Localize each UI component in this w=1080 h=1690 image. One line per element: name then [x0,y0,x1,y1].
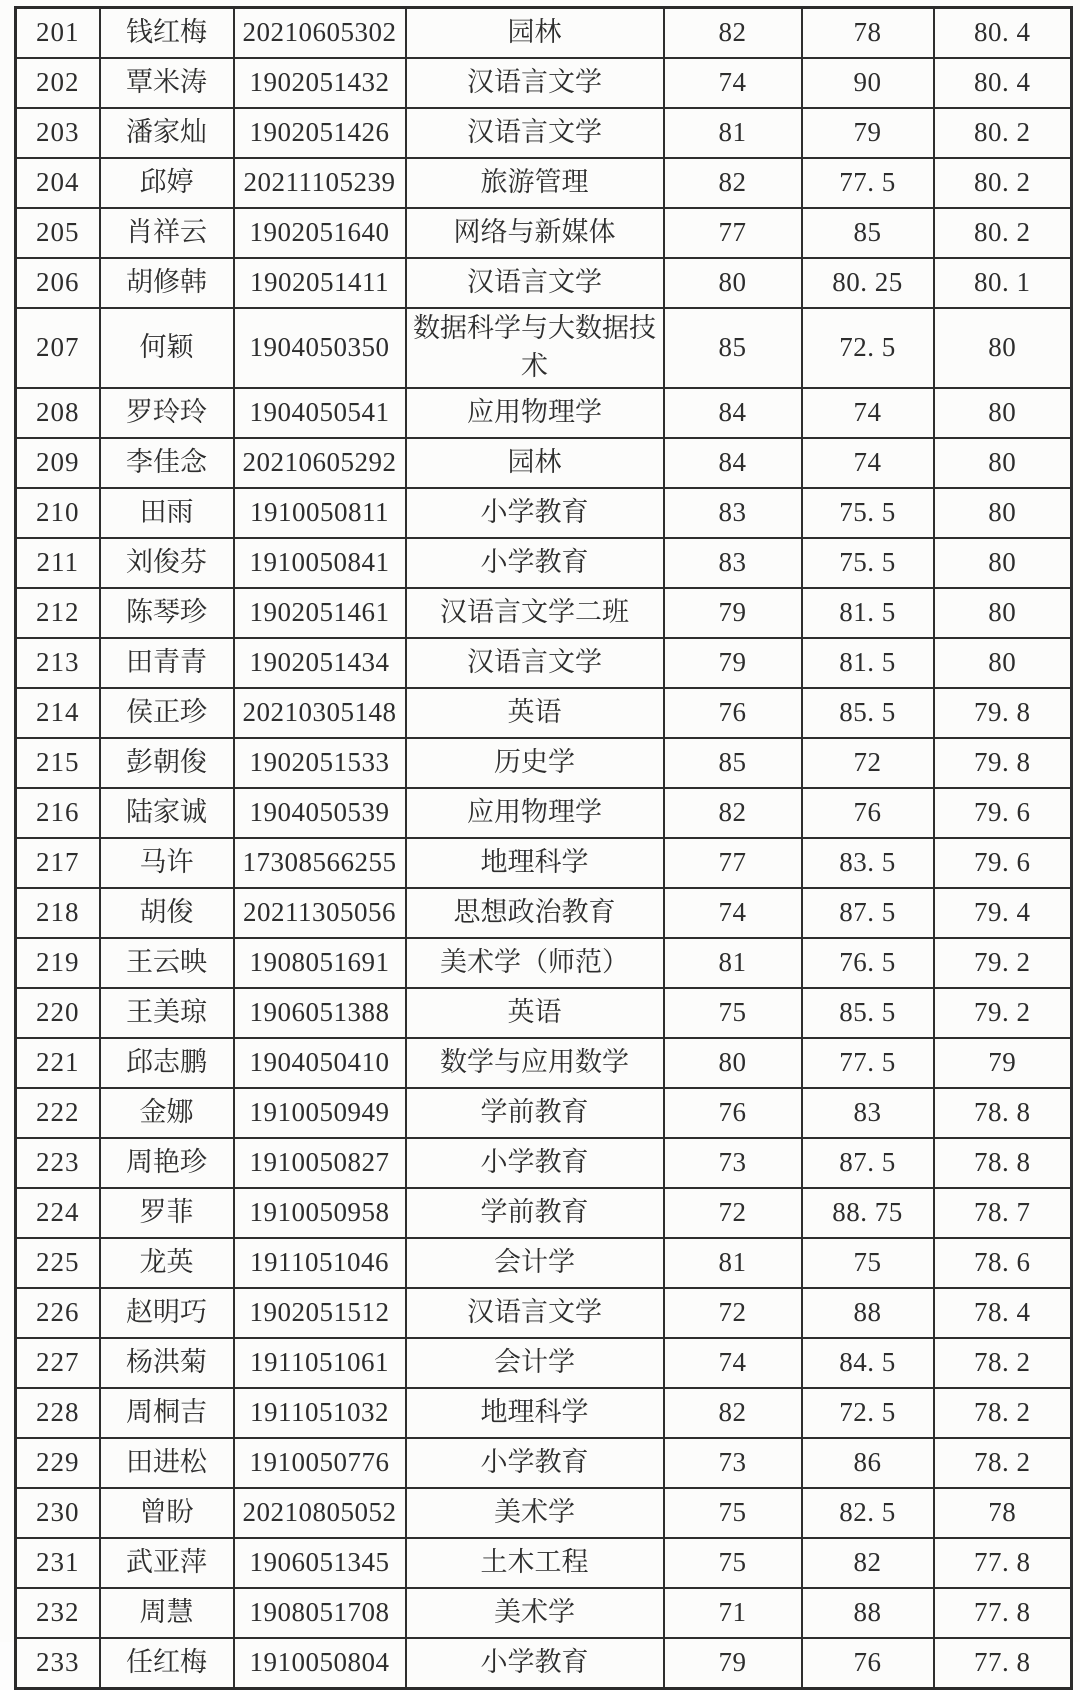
name-cell: 金娜 [100,1088,234,1138]
rank-cell: 225 [16,1238,100,1288]
table-row [16,488,1072,538]
student-id-cell: 1910050804 [234,1638,406,1689]
final-score-cell: 80. 4 [934,58,1072,108]
name-cell: 龙英 [100,1238,234,1288]
score2-cell: 85. 5 [802,688,934,738]
rank-cell: 208 [16,388,100,438]
name-cell: 邱志鹏 [100,1038,234,1088]
major-cell: 土木工程 [406,1538,664,1588]
student-id-cell: 1911051032 [234,1388,406,1438]
table-row [16,1388,1072,1438]
final-score-cell: 80 [934,308,1072,388]
table-row [16,8,1072,59]
name-cell: 邱婷 [100,158,234,208]
score2-cell: 83 [802,1088,934,1138]
major-cell: 会计学 [406,1338,664,1388]
rank-cell: 201 [16,8,100,59]
name-cell: 何颖 [100,308,234,388]
final-score-cell: 78. 2 [934,1338,1072,1388]
table-row [16,1438,1072,1488]
student-id-cell: 1911051061 [234,1338,406,1388]
final-score-cell: 79. 8 [934,738,1072,788]
name-cell: 潘家灿 [100,108,234,158]
student-id-cell: 1910050949 [234,1088,406,1138]
score2-cell: 87. 5 [802,1138,934,1188]
student-id-cell: 1910050827 [234,1138,406,1188]
student-id-cell: 1902051533 [234,738,406,788]
table-row [16,58,1072,108]
name-cell: 王云映 [100,938,234,988]
rank-cell: 213 [16,638,100,688]
major-cell: 历史学 [406,738,664,788]
score2-cell: 78 [802,8,934,59]
student-id-cell: 1904050541 [234,388,406,438]
name-cell: 王美琼 [100,988,234,1038]
score1-cell: 81 [664,1238,802,1288]
score2-cell: 76 [802,788,934,838]
final-score-cell: 80 [934,438,1072,488]
student-id-cell: 1904050410 [234,1038,406,1088]
name-cell: 胡俊 [100,888,234,938]
rank-cell: 214 [16,688,100,738]
name-cell: 田青青 [100,638,234,688]
major-cell: 汉语言文学 [406,58,664,108]
score2-cell: 81. 5 [802,588,934,638]
name-cell: 刘俊芬 [100,538,234,588]
student-id-cell: 1902051512 [234,1288,406,1338]
score1-cell: 75 [664,1538,802,1588]
rank-cell: 202 [16,58,100,108]
score2-cell: 88 [802,1288,934,1338]
rank-cell: 210 [16,488,100,538]
table-row [16,938,1072,988]
final-score-cell: 78. 8 [934,1088,1072,1138]
name-cell: 陆家诚 [100,788,234,838]
score1-cell: 79 [664,1638,802,1689]
final-score-cell: 77. 8 [934,1538,1072,1588]
score2-cell: 74 [802,438,934,488]
table-row [16,988,1072,1038]
final-score-cell: 80 [934,638,1072,688]
student-id-cell: 20211105239 [234,158,406,208]
student-id-cell: 1904050539 [234,788,406,838]
score-table [14,6,1073,1690]
major-cell: 数据科学与大数据技术 [406,308,664,388]
rank-cell: 227 [16,1338,100,1388]
score2-cell: 74 [802,388,934,438]
table-row [16,438,1072,488]
final-score-cell: 80. 2 [934,158,1072,208]
name-cell: 陈琴珍 [100,588,234,638]
score2-cell: 72 [802,738,934,788]
rank-cell: 217 [16,838,100,888]
final-score-cell: 80. 2 [934,208,1072,258]
score1-cell: 71 [664,1588,802,1638]
score2-cell: 75 [802,1238,934,1288]
score1-cell: 81 [664,938,802,988]
student-id-cell: 1906051345 [234,1538,406,1588]
major-cell: 汉语言文学 [406,108,664,158]
final-score-cell: 79. 6 [934,788,1072,838]
rank-cell: 215 [16,738,100,788]
rank-cell: 209 [16,438,100,488]
score2-cell: 88 [802,1588,934,1638]
final-score-cell: 78. 6 [934,1238,1072,1288]
rank-cell: 222 [16,1088,100,1138]
score1-cell: 82 [664,788,802,838]
table-row [16,1638,1072,1689]
score2-cell: 75. 5 [802,488,934,538]
score2-cell: 76. 5 [802,938,934,988]
score1-cell: 73 [664,1438,802,1488]
table-row [16,738,1072,788]
score1-cell: 85 [664,738,802,788]
name-cell: 钱红梅 [100,8,234,59]
score2-cell: 82. 5 [802,1488,934,1538]
score1-cell: 77 [664,208,802,258]
name-cell: 武亚萍 [100,1538,234,1588]
student-id-cell: 17308566255 [234,838,406,888]
score2-cell: 85 [802,208,934,258]
name-cell: 李佳念 [100,438,234,488]
score1-cell: 73 [664,1138,802,1188]
major-cell: 美术学（师范） [406,938,664,988]
score1-cell: 84 [664,388,802,438]
student-id-cell: 1908051708 [234,1588,406,1638]
score2-cell: 83. 5 [802,838,934,888]
student-id-cell: 1902051432 [234,58,406,108]
name-cell: 赵明巧 [100,1288,234,1338]
student-id-cell: 1910050841 [234,538,406,588]
rank-cell: 204 [16,158,100,208]
student-id-cell: 1902051426 [234,108,406,158]
table-row [16,1288,1072,1338]
name-cell: 田雨 [100,488,234,538]
major-cell: 英语 [406,988,664,1038]
rank-cell: 231 [16,1538,100,1588]
final-score-cell: 80 [934,588,1072,638]
score1-cell: 80 [664,258,802,308]
score1-cell: 84 [664,438,802,488]
table-row [16,1238,1072,1288]
rank-cell: 224 [16,1188,100,1238]
major-cell: 小学教育 [406,1638,664,1689]
major-cell: 小学教育 [406,1138,664,1188]
name-cell: 侯正珍 [100,688,234,738]
final-score-cell: 78. 7 [934,1188,1072,1238]
score2-cell: 75. 5 [802,538,934,588]
major-cell: 英语 [406,688,664,738]
final-score-cell: 80. 2 [934,108,1072,158]
score1-cell: 82 [664,8,802,59]
score2-cell: 72. 5 [802,308,934,388]
major-cell: 汉语言文学 [406,258,664,308]
table-row [16,258,1072,308]
final-score-cell: 79. 4 [934,888,1072,938]
student-id-cell: 1902051640 [234,208,406,258]
rank-cell: 205 [16,208,100,258]
major-cell: 应用物理学 [406,388,664,438]
score2-cell: 84. 5 [802,1338,934,1388]
name-cell: 周桐吉 [100,1388,234,1438]
table-row [16,788,1072,838]
table-row [16,1488,1072,1538]
final-score-cell: 80 [934,538,1072,588]
table-row [16,638,1072,688]
name-cell: 罗菲 [100,1188,234,1238]
score2-cell: 85. 5 [802,988,934,1038]
major-cell: 汉语言文学 [406,638,664,688]
rank-cell: 232 [16,1588,100,1638]
score1-cell: 82 [664,158,802,208]
student-id-cell: 1910050811 [234,488,406,538]
major-cell: 应用物理学 [406,788,664,838]
score1-cell: 72 [664,1188,802,1238]
score2-cell: 76 [802,1638,934,1689]
name-cell: 覃米涛 [100,58,234,108]
score1-cell: 74 [664,888,802,938]
major-cell: 数学与应用数学 [406,1038,664,1088]
score1-cell: 81 [664,108,802,158]
rank-cell: 228 [16,1388,100,1438]
student-id-cell: 1902051434 [234,638,406,688]
final-score-cell: 79. 2 [934,938,1072,988]
name-cell: 任红梅 [100,1638,234,1689]
score2-cell: 86 [802,1438,934,1488]
major-cell: 美术学 [406,1488,664,1538]
major-cell: 学前教育 [406,1188,664,1238]
score1-cell: 75 [664,988,802,1038]
rank-cell: 221 [16,1038,100,1088]
name-cell: 曾盼 [100,1488,234,1538]
rank-cell: 233 [16,1638,100,1689]
student-id-cell: 1902051411 [234,258,406,308]
score2-cell: 79 [802,108,934,158]
name-cell: 田进松 [100,1438,234,1488]
score2-cell: 80. 25 [802,258,934,308]
major-cell: 小学教育 [406,1438,664,1488]
student-id-cell: 1902051461 [234,588,406,638]
final-score-cell: 77. 8 [934,1588,1072,1638]
student-id-cell: 1904050350 [234,308,406,388]
name-cell: 罗玲玲 [100,388,234,438]
rank-cell: 212 [16,588,100,638]
score2-cell: 81. 5 [802,638,934,688]
rank-cell: 229 [16,1438,100,1488]
student-id-cell: 1906051388 [234,988,406,1038]
final-score-cell: 80. 4 [934,8,1072,59]
score2-cell: 77. 5 [802,1038,934,1088]
score1-cell: 72 [664,1288,802,1338]
rank-cell: 206 [16,258,100,308]
rank-cell: 230 [16,1488,100,1538]
score1-cell: 76 [664,1088,802,1138]
major-cell: 园林 [406,8,664,59]
table-row [16,208,1072,258]
final-score-cell: 80. 1 [934,258,1072,308]
major-cell: 旅游管理 [406,158,664,208]
score1-cell: 83 [664,538,802,588]
score1-cell: 77 [664,838,802,888]
final-score-cell: 79. 2 [934,988,1072,1038]
table-row [16,888,1072,938]
student-id-cell: 1910050958 [234,1188,406,1238]
name-cell: 胡修韩 [100,258,234,308]
final-score-cell: 80 [934,488,1072,538]
major-cell: 小学教育 [406,488,664,538]
major-cell: 学前教育 [406,1088,664,1138]
table-row [16,1338,1072,1388]
table-row [16,1588,1072,1638]
final-score-cell: 77. 8 [934,1638,1072,1689]
major-cell: 汉语言文学二班 [406,588,664,638]
table-row [16,688,1072,738]
table-body [16,8,1072,1689]
final-score-cell: 78. 2 [934,1388,1072,1438]
student-id-cell: 1908051691 [234,938,406,988]
major-cell: 地理科学 [406,1388,664,1438]
score2-cell: 88. 75 [802,1188,934,1238]
student-id-cell: 1910050776 [234,1438,406,1488]
name-cell: 彭朝俊 [100,738,234,788]
name-cell: 马许 [100,838,234,888]
student-id-cell: 20210805052 [234,1488,406,1538]
rank-cell: 219 [16,938,100,988]
table-row [16,1188,1072,1238]
score2-cell: 77. 5 [802,158,934,208]
final-score-cell: 79. 6 [934,838,1072,888]
table-row [16,388,1072,438]
rank-cell: 203 [16,108,100,158]
score2-cell: 82 [802,1538,934,1588]
score1-cell: 75 [664,1488,802,1538]
major-cell: 地理科学 [406,838,664,888]
student-id-cell: 20211305056 [234,888,406,938]
rank-cell: 207 [16,308,100,388]
score2-cell: 72. 5 [802,1388,934,1438]
rank-cell: 223 [16,1138,100,1188]
final-score-cell: 78. 4 [934,1288,1072,1338]
table-row [16,538,1072,588]
major-cell: 小学教育 [406,538,664,588]
score1-cell: 74 [664,1338,802,1388]
student-id-cell: 20210605302 [234,8,406,59]
table-row [16,158,1072,208]
score1-cell: 74 [664,58,802,108]
table-row [16,1138,1072,1188]
rank-cell: 216 [16,788,100,838]
table-row [16,1538,1072,1588]
rank-cell: 211 [16,538,100,588]
final-score-cell: 78 [934,1488,1072,1538]
score1-cell: 80 [664,1038,802,1088]
table-row [16,588,1072,638]
score1-cell: 82 [664,1388,802,1438]
score1-cell: 79 [664,638,802,688]
major-cell: 网络与新媒体 [406,208,664,258]
table-row [16,1088,1072,1138]
major-cell: 园林 [406,438,664,488]
name-cell: 杨洪菊 [100,1338,234,1388]
student-id-cell: 20210305148 [234,688,406,738]
rank-cell: 220 [16,988,100,1038]
major-cell: 会计学 [406,1238,664,1288]
table-row [16,308,1072,388]
table-row [16,108,1072,158]
name-cell: 肖祥云 [100,208,234,258]
score2-cell: 90 [802,58,934,108]
table-row [16,1038,1072,1088]
student-id-cell: 1911051046 [234,1238,406,1288]
final-score-cell: 79. 8 [934,688,1072,738]
name-cell: 周艳珍 [100,1138,234,1188]
major-cell: 思想政治教育 [406,888,664,938]
table-row [16,838,1072,888]
score1-cell: 85 [664,308,802,388]
score1-cell: 83 [664,488,802,538]
rank-cell: 218 [16,888,100,938]
score2-cell: 87. 5 [802,888,934,938]
major-cell: 美术学 [406,1588,664,1638]
final-score-cell: 78. 8 [934,1138,1072,1188]
score1-cell: 76 [664,688,802,738]
student-id-cell: 20210605292 [234,438,406,488]
final-score-cell: 80 [934,388,1072,438]
name-cell: 周慧 [100,1588,234,1638]
major-cell: 汉语言文学 [406,1288,664,1338]
rank-cell: 226 [16,1288,100,1338]
final-score-cell: 78. 2 [934,1438,1072,1488]
score1-cell: 79 [664,588,802,638]
final-score-cell: 79 [934,1038,1072,1088]
